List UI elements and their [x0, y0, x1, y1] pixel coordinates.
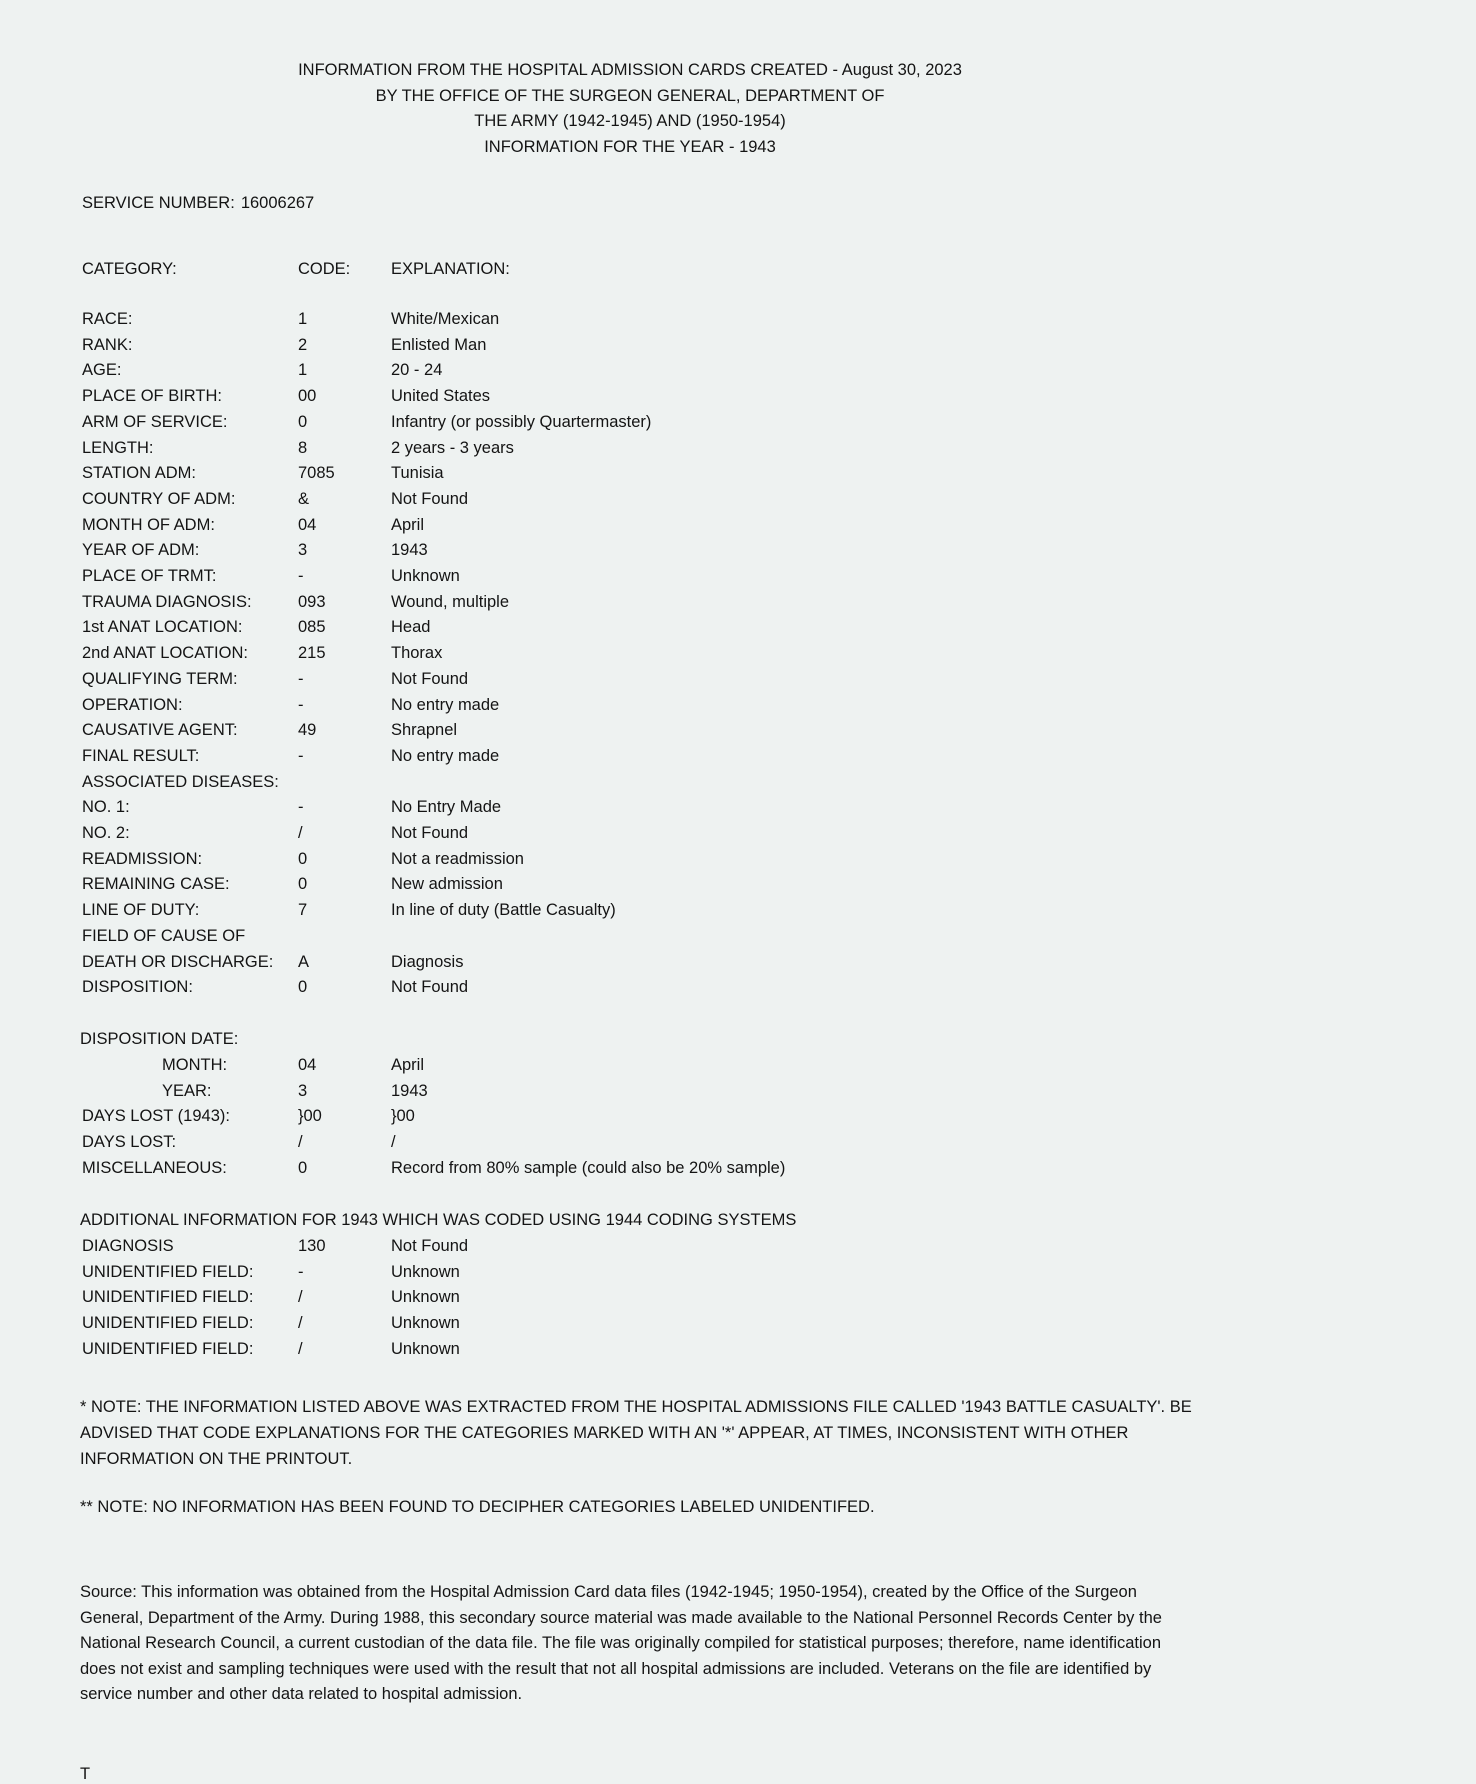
- code-cell: 093: [298, 592, 326, 611]
- code-cell: 8: [298, 438, 308, 457]
- explanation-cell: Not Found: [391, 978, 469, 997]
- additional-info-heading: ADDITIONAL INFORMATION FOR 1943 WHICH WAS CODED USING 1944 CODING SYSTEMS: [80, 1211, 797, 1229]
- explanation-cell: Shrapnel: [391, 721, 458, 740]
- code-cell: /: [298, 1288, 303, 1307]
- code-cell: 215: [298, 644, 326, 663]
- code-cell: 04: [298, 515, 317, 534]
- category-cell: FIELD OF CAUSE OF: [82, 926, 246, 945]
- service-number-label: SERVICE NUMBER:: [82, 194, 235, 212]
- code-cell: &: [298, 489, 310, 508]
- category-cell: UNIDENTIFIED FIELD:: [82, 1262, 254, 1281]
- source-paragraph: Source: This information was obtained from the Hospital Admission Card data files (1942-1945; 1950-1954), created by the Office of the Surgeon General, Department of the Army. During 1988, this secondary source material was made available to the National Personnel Records Center by the National Research Council, a current custodian of the data file. The file was originally compiled for statistical purposes; therefore, name identification does not exist and sampling techniques were used with the result that not all hospital admissions are included. Veterans on the file are identified by service number and other data related to hospital admission.: [80, 1583, 1162, 1703]
- code-column-header: CODE:: [298, 260, 351, 278]
- explanation-cell: April: [391, 515, 425, 534]
- code-cell: 1: [298, 361, 308, 380]
- code-cell: 0: [298, 978, 308, 997]
- category-cell: AGE:: [82, 361, 122, 380]
- category-cell: LINE OF DUTY:: [82, 901, 200, 920]
- category-cell: FINAL RESULT:: [82, 746, 200, 765]
- code-cell: A: [298, 952, 310, 971]
- code-cell: 3: [298, 541, 308, 560]
- code-cell: /: [298, 1339, 303, 1358]
- explanation-cell: Enlisted Man: [391, 335, 487, 354]
- explanation-cell: In line of duty (Battle Casualty): [391, 901, 616, 920]
- category-cell: COUNTRY OF ADM:: [82, 489, 236, 508]
- explanation-cell: Not a readmission: [391, 849, 524, 868]
- category-cell: QUALIFYING TERM:: [82, 669, 238, 688]
- service-number: [82, 194, 320, 213]
- explanation-cell: 1943: [391, 1081, 428, 1100]
- code-cell: -: [298, 798, 304, 817]
- note-2: ** NOTE: NO INFORMATION HAS BEEN FOUND TO DECIPHER CATEGORIES LABELED UNIDENTIFED.: [80, 1498, 875, 1516]
- category-cell: CAUSATIVE AGENT:: [82, 721, 238, 740]
- note-1: [80, 1394, 1210, 1472]
- category-cell: PLACE OF BIRTH:: [82, 387, 222, 406]
- category-cell: 1st ANAT LOCATION:: [82, 618, 243, 637]
- explanation-cell: /: [391, 1133, 396, 1152]
- code-cell: 0: [298, 1158, 308, 1177]
- explanation-cell: Diagnosis: [391, 952, 464, 971]
- category-cell: UNIDENTIFIED FIELD:: [82, 1314, 254, 1333]
- code-cell: -: [298, 669, 304, 688]
- header-line-3: THE ARMY (1942-1945) AND (1950-1954): [474, 112, 786, 130]
- explanation-cell: New admission: [391, 875, 503, 894]
- explanation-cell: Unknown: [391, 1339, 460, 1358]
- code-cell: 7085: [298, 464, 335, 483]
- category-cell: REMAINING CASE:: [82, 875, 230, 894]
- code-cell: 3: [298, 1081, 308, 1100]
- explanation-cell: Wound, multiple: [391, 592, 510, 611]
- category-cell: RANK:: [82, 335, 133, 354]
- code-cell: /: [298, 1314, 303, 1333]
- category-cell: STATION ADM:: [82, 464, 196, 483]
- code-cell: 085: [298, 618, 326, 637]
- category-cell: ARM OF SERVICE:: [82, 412, 228, 431]
- explanation-cell: No entry made: [391, 746, 500, 765]
- category-cell: DISPOSITION:: [82, 978, 193, 997]
- code-cell: -: [298, 1262, 304, 1281]
- explanation-cell: Unknown: [391, 1314, 460, 1333]
- category-cell: MISCELLANEOUS:: [82, 1158, 227, 1177]
- category-cell: ASSOCIATED DISEASES:: [82, 772, 279, 791]
- service-number-value: 16006267: [240, 194, 315, 212]
- code-cell: 0: [298, 875, 308, 894]
- explanation-cell: Infantry (or possibly Quartermaster): [391, 412, 652, 431]
- code-cell: 2: [298, 335, 308, 354]
- header-line-1: INFORMATION FROM THE HOSPITAL ADMISSION CARDS CREATED - August 30, 2023: [298, 61, 962, 79]
- explanation-cell: 20 - 24: [391, 361, 443, 380]
- explanation-cell: Tunisia: [391, 464, 444, 483]
- code-cell: 00: [298, 387, 317, 406]
- explanation-cell: Thorax: [391, 644, 443, 663]
- category-cell: MONTH:: [162, 1056, 228, 1074]
- explanation-cell: Unknown: [391, 567, 460, 585]
- code-cell: 0: [298, 412, 308, 431]
- code-cell: 04: [298, 1056, 317, 1074]
- code-cell: /: [298, 1133, 303, 1152]
- explanation-column-header: EXPLANATION:: [391, 260, 510, 278]
- explanation-cell: Not Found: [391, 1237, 469, 1255]
- explanation-cell: No entry made: [391, 695, 500, 714]
- explanation-cell: 2 years - 3 years: [391, 438, 514, 457]
- explanation-cell: Unknown: [391, 1262, 460, 1281]
- category-cell: UNIDENTIFIED FIELD:: [82, 1339, 254, 1358]
- code-cell: }00: [298, 1107, 322, 1126]
- explanation-cell: 1943: [391, 541, 428, 560]
- category-cell: TRAUMA DIAGNOSIS:: [82, 592, 252, 611]
- category-cell: RACE:: [82, 310, 133, 328]
- header-line-4: INFORMATION FOR THE YEAR - 1943: [484, 137, 776, 156]
- explanation-cell: Record from 80% sample (could also be 20% sample): [391, 1158, 786, 1177]
- category-cell: OPERATION:: [82, 695, 183, 714]
- note-1-text: * NOTE: THE INFORMATION LISTED ABOVE WAS EXTRACTED FROM THE HOSPITAL ADMISSIONS FILE CALLED '1943 BATTLE CASUALTY'. BE ADVISED THAT CODE EXPLANATIONS FOR THE CATEGORIES MARKED WITH AN '*' APPEAR, AT TIMES, INCONSISTENT WITH OTHER INFORMATION ON THE PRINTOUT.: [80, 1398, 1192, 1468]
- explanation-cell: No Entry Made: [391, 798, 502, 817]
- category-cell: UNIDENTIFIED FIELD:: [82, 1288, 254, 1307]
- explanation-cell: Head: [391, 618, 431, 637]
- category-cell: 2nd ANAT LOCATION:: [82, 644, 248, 663]
- code-cell: 49: [298, 721, 317, 740]
- category-cell: DAYS LOST (1943):: [82, 1107, 230, 1126]
- category-cell: NO. 2:: [82, 824, 130, 842]
- category-cell: DAYS LOST:: [82, 1133, 177, 1152]
- code-cell: 0: [298, 849, 308, 868]
- code-cell: 130: [298, 1237, 326, 1255]
- explanation-cell: Not Found: [391, 489, 469, 508]
- explanation-cell: Unknown: [391, 1288, 460, 1307]
- explanation-cell: White/Mexican: [391, 310, 500, 328]
- explanation-cell: }00: [391, 1107, 415, 1126]
- explanation-cell: United States: [391, 387, 491, 406]
- category-column-header: CATEGORY:: [82, 260, 177, 278]
- code-cell: -: [298, 746, 304, 765]
- category-cell: DEATH OR DISCHARGE:: [82, 952, 274, 971]
- document-header: [240, 58, 1020, 160]
- category-cell: READMISSION:: [82, 849, 203, 868]
- code-cell: 1: [298, 310, 308, 328]
- explanation-cell: Not Found: [391, 669, 469, 688]
- header-line-2: BY THE OFFICE OF THE SURGEON GENERAL, DEPARTMENT OF: [375, 86, 885, 105]
- code-cell: /: [298, 824, 303, 842]
- disposition-date-heading: DISPOSITION DATE:: [80, 1030, 239, 1048]
- category-cell: PLACE OF TRMT:: [82, 567, 217, 585]
- footer-mark: T: [80, 1765, 91, 1783]
- category-cell: MONTH OF ADM:: [82, 515, 215, 534]
- explanation-cell: April: [391, 1056, 425, 1074]
- code-cell: -: [298, 567, 304, 585]
- code-cell: 7: [298, 901, 308, 920]
- category-cell: DIAGNOSIS: [82, 1237, 174, 1255]
- category-cell: NO. 1:: [82, 798, 130, 817]
- category-cell: LENGTH:: [82, 438, 154, 457]
- explanation-cell: Not Found: [391, 824, 469, 842]
- category-cell: YEAR:: [162, 1081, 212, 1100]
- code-cell: -: [298, 695, 304, 714]
- category-cell: YEAR OF ADM:: [82, 541, 200, 560]
